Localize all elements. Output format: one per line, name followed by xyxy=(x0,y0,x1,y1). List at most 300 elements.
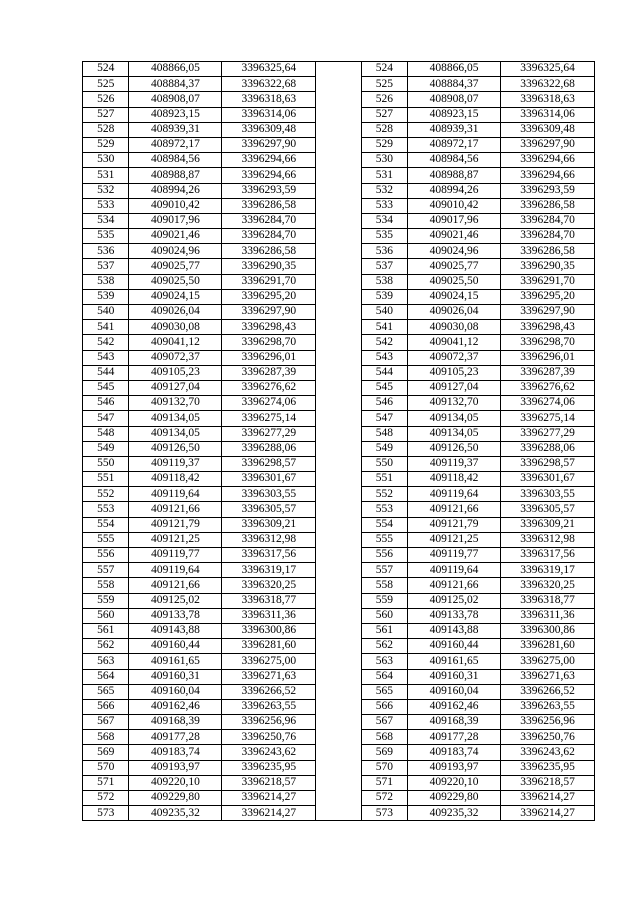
right-y-coordinate-cell: 3396281,60 xyxy=(501,639,595,654)
column-gap xyxy=(316,320,361,335)
left-x-coordinate-cell: 409010,42 xyxy=(129,198,222,213)
right-x-coordinate-cell: 409021,46 xyxy=(408,229,501,244)
left-y-coordinate-cell: 3396288,06 xyxy=(222,441,316,456)
left-x-coordinate-cell: 409119,37 xyxy=(129,456,222,471)
column-gap xyxy=(316,715,361,730)
left-x-coordinate-cell: 408972,17 xyxy=(129,137,222,152)
table-row xyxy=(83,593,595,608)
right-y-coordinate-cell: 3396276,62 xyxy=(501,380,595,395)
left-point-number-cell: 551 xyxy=(83,472,129,487)
right-x-coordinate-cell: 409121,66 xyxy=(408,578,501,593)
left-point-number-cell: 539 xyxy=(83,289,129,304)
left-point-number-cell: 525 xyxy=(83,77,129,92)
left-x-coordinate-cell: 409143,88 xyxy=(129,623,222,638)
right-y-coordinate-cell: 3396305,57 xyxy=(501,502,595,517)
right-point-number-cell: 572 xyxy=(361,791,407,806)
right-x-coordinate-cell: 409134,05 xyxy=(408,426,501,441)
right-x-coordinate-cell: 409105,23 xyxy=(408,365,501,380)
right-x-coordinate-cell: 409041,12 xyxy=(408,335,501,350)
right-point-number-cell: 549 xyxy=(361,441,407,456)
table-row xyxy=(83,198,595,213)
right-y-coordinate-cell: 3396298,43 xyxy=(501,320,595,335)
table-row xyxy=(83,791,595,806)
right-y-coordinate-cell: 3396287,39 xyxy=(501,365,595,380)
table-row xyxy=(83,168,595,183)
left-x-coordinate-cell: 408939,31 xyxy=(129,122,222,137)
left-x-coordinate-cell: 409125,02 xyxy=(129,593,222,608)
right-x-coordinate-cell: 409024,96 xyxy=(408,244,501,259)
column-gap xyxy=(316,305,361,320)
right-point-number-cell: 573 xyxy=(361,806,407,821)
column-gap xyxy=(316,775,361,790)
column-gap xyxy=(316,532,361,547)
right-point-number-cell: 567 xyxy=(361,715,407,730)
left-x-coordinate-cell: 409235,32 xyxy=(129,806,222,821)
left-y-coordinate-cell: 3396286,58 xyxy=(222,244,316,259)
right-x-coordinate-cell: 409072,37 xyxy=(408,350,501,365)
left-point-number-cell: 549 xyxy=(83,441,129,456)
column-gap xyxy=(316,608,361,623)
table-row xyxy=(83,365,595,380)
table-row xyxy=(83,320,595,335)
left-y-coordinate-cell: 3396303,55 xyxy=(222,487,316,502)
column-gap xyxy=(316,760,361,775)
left-point-number-cell: 541 xyxy=(83,320,129,335)
right-point-number-cell: 550 xyxy=(361,456,407,471)
left-y-coordinate-cell: 3396235,95 xyxy=(222,760,316,775)
right-x-coordinate-cell: 409119,64 xyxy=(408,487,501,502)
table-row xyxy=(83,153,595,168)
left-y-coordinate-cell: 3396319,17 xyxy=(222,563,316,578)
left-x-coordinate-cell: 409193,97 xyxy=(129,760,222,775)
column-gap xyxy=(316,684,361,699)
column-gap xyxy=(316,335,361,350)
right-y-coordinate-cell: 3396218,57 xyxy=(501,775,595,790)
right-y-coordinate-cell: 3396275,14 xyxy=(501,411,595,426)
right-y-coordinate-cell: 3396290,35 xyxy=(501,259,595,274)
left-x-coordinate-cell: 409025,77 xyxy=(129,259,222,274)
left-point-number-cell: 553 xyxy=(83,502,129,517)
right-point-number-cell: 558 xyxy=(361,578,407,593)
table-row xyxy=(83,684,595,699)
right-point-number-cell: 527 xyxy=(361,107,407,122)
left-y-coordinate-cell: 3396271,63 xyxy=(222,669,316,684)
right-y-coordinate-cell: 3396303,55 xyxy=(501,487,595,502)
column-gap xyxy=(316,213,361,228)
right-point-number-cell: 540 xyxy=(361,305,407,320)
right-point-number-cell: 525 xyxy=(361,77,407,92)
left-x-coordinate-cell: 409160,31 xyxy=(129,669,222,684)
right-x-coordinate-cell: 408984,56 xyxy=(408,153,501,168)
column-gap xyxy=(316,623,361,638)
left-point-number-cell: 548 xyxy=(83,426,129,441)
left-point-number-cell: 533 xyxy=(83,198,129,213)
right-y-coordinate-cell: 3396309,48 xyxy=(501,122,595,137)
right-y-coordinate-cell: 3396309,21 xyxy=(501,517,595,532)
left-x-coordinate-cell: 409126,50 xyxy=(129,441,222,456)
left-y-coordinate-cell: 3396281,60 xyxy=(222,639,316,654)
right-y-coordinate-cell: 3396294,66 xyxy=(501,168,595,183)
table-row xyxy=(83,213,595,228)
left-y-coordinate-cell: 3396214,27 xyxy=(222,791,316,806)
left-y-coordinate-cell: 3396291,70 xyxy=(222,274,316,289)
left-point-number-cell: 571 xyxy=(83,775,129,790)
right-y-coordinate-cell: 3396235,95 xyxy=(501,760,595,775)
column-gap xyxy=(316,198,361,213)
right-x-coordinate-cell: 409025,77 xyxy=(408,259,501,274)
column-gap xyxy=(316,806,361,821)
right-point-number-cell: 533 xyxy=(361,198,407,213)
right-y-coordinate-cell: 3396291,70 xyxy=(501,274,595,289)
left-point-number-cell: 538 xyxy=(83,274,129,289)
left-y-coordinate-cell: 3396294,66 xyxy=(222,168,316,183)
right-point-number-cell: 530 xyxy=(361,153,407,168)
left-x-coordinate-cell: 409183,74 xyxy=(129,745,222,760)
left-y-coordinate-cell: 3396298,43 xyxy=(222,320,316,335)
right-y-coordinate-cell: 3396266,52 xyxy=(501,684,595,699)
right-y-coordinate-cell: 3396301,67 xyxy=(501,472,595,487)
coordinate-table-body xyxy=(83,62,595,821)
left-x-coordinate-cell: 409121,79 xyxy=(129,517,222,532)
left-x-coordinate-cell: 409030,08 xyxy=(129,320,222,335)
column-gap xyxy=(316,791,361,806)
left-x-coordinate-cell: 408908,07 xyxy=(129,92,222,107)
left-y-coordinate-cell: 3396293,59 xyxy=(222,183,316,198)
right-y-coordinate-cell: 3396322,68 xyxy=(501,77,595,92)
right-x-coordinate-cell: 408908,07 xyxy=(408,92,501,107)
left-x-coordinate-cell: 409162,46 xyxy=(129,699,222,714)
right-point-number-cell: 545 xyxy=(361,380,407,395)
table-row xyxy=(83,487,595,502)
right-point-number-cell: 563 xyxy=(361,654,407,669)
right-y-coordinate-cell: 3396298,57 xyxy=(501,456,595,471)
column-gap xyxy=(316,244,361,259)
column-gap xyxy=(316,654,361,669)
right-point-number-cell: 566 xyxy=(361,699,407,714)
left-point-number-cell: 556 xyxy=(83,548,129,563)
column-gap xyxy=(316,593,361,608)
left-point-number-cell: 536 xyxy=(83,244,129,259)
table-row xyxy=(83,669,595,684)
right-y-coordinate-cell: 3396318,77 xyxy=(501,593,595,608)
right-x-coordinate-cell: 409183,74 xyxy=(408,745,501,760)
left-y-coordinate-cell: 3396322,68 xyxy=(222,77,316,92)
right-point-number-cell: 534 xyxy=(361,213,407,228)
right-y-coordinate-cell: 3396286,58 xyxy=(501,198,595,213)
right-point-number-cell: 547 xyxy=(361,411,407,426)
table-row xyxy=(83,578,595,593)
column-gap xyxy=(316,380,361,395)
left-point-number-cell: 542 xyxy=(83,335,129,350)
left-y-coordinate-cell: 3396276,62 xyxy=(222,380,316,395)
left-point-number-cell: 564 xyxy=(83,669,129,684)
left-x-coordinate-cell: 409134,05 xyxy=(129,426,222,441)
table-row xyxy=(83,107,595,122)
left-x-coordinate-cell: 409160,44 xyxy=(129,639,222,654)
right-point-number-cell: 537 xyxy=(361,259,407,274)
right-point-number-cell: 551 xyxy=(361,472,407,487)
column-gap xyxy=(316,517,361,532)
right-y-coordinate-cell: 3396318,63 xyxy=(501,92,595,107)
right-y-coordinate-cell: 3396295,20 xyxy=(501,289,595,304)
left-x-coordinate-cell: 408884,37 xyxy=(129,77,222,92)
left-x-coordinate-cell: 409220,10 xyxy=(129,775,222,790)
right-x-coordinate-cell: 409119,64 xyxy=(408,563,501,578)
right-y-coordinate-cell: 3396298,70 xyxy=(501,335,595,350)
left-point-number-cell: 565 xyxy=(83,684,129,699)
left-x-coordinate-cell: 409229,80 xyxy=(129,791,222,806)
right-x-coordinate-cell: 409017,96 xyxy=(408,213,501,228)
column-gap xyxy=(316,699,361,714)
right-y-coordinate-cell: 3396293,59 xyxy=(501,183,595,198)
column-gap xyxy=(316,289,361,304)
table-row xyxy=(83,183,595,198)
right-y-coordinate-cell: 3396317,56 xyxy=(501,548,595,563)
column-gap xyxy=(316,62,361,77)
right-y-coordinate-cell: 3396325,64 xyxy=(501,62,595,77)
left-y-coordinate-cell: 3396305,57 xyxy=(222,502,316,517)
left-y-coordinate-cell: 3396295,20 xyxy=(222,289,316,304)
right-point-number-cell: 564 xyxy=(361,669,407,684)
column-gap xyxy=(316,77,361,92)
left-x-coordinate-cell: 409072,37 xyxy=(129,350,222,365)
right-x-coordinate-cell: 409119,77 xyxy=(408,548,501,563)
right-y-coordinate-cell: 3396214,27 xyxy=(501,791,595,806)
table-row xyxy=(83,289,595,304)
right-point-number-cell: 557 xyxy=(361,563,407,578)
table-row xyxy=(83,456,595,471)
right-x-coordinate-cell: 409235,32 xyxy=(408,806,501,821)
left-y-coordinate-cell: 3396214,27 xyxy=(222,806,316,821)
right-x-coordinate-cell: 409160,31 xyxy=(408,669,501,684)
right-point-number-cell: 555 xyxy=(361,532,407,547)
right-x-coordinate-cell: 409161,65 xyxy=(408,654,501,669)
left-point-number-cell: 572 xyxy=(83,791,129,806)
right-y-coordinate-cell: 3396297,90 xyxy=(501,137,595,152)
column-gap xyxy=(316,183,361,198)
right-y-coordinate-cell: 3396294,66 xyxy=(501,153,595,168)
table-row xyxy=(83,335,595,350)
right-x-coordinate-cell: 409132,70 xyxy=(408,396,501,411)
left-point-number-cell: 559 xyxy=(83,593,129,608)
right-point-number-cell: 562 xyxy=(361,639,407,654)
right-point-number-cell: 571 xyxy=(361,775,407,790)
left-point-number-cell: 568 xyxy=(83,730,129,745)
left-x-coordinate-cell: 408923,15 xyxy=(129,107,222,122)
column-gap xyxy=(316,229,361,244)
right-y-coordinate-cell: 3396250,76 xyxy=(501,730,595,745)
right-x-coordinate-cell: 408866,05 xyxy=(408,62,501,77)
right-y-coordinate-cell: 3396319,17 xyxy=(501,563,595,578)
right-y-coordinate-cell: 3396275,00 xyxy=(501,654,595,669)
left-x-coordinate-cell: 409025,50 xyxy=(129,274,222,289)
right-x-coordinate-cell: 409121,66 xyxy=(408,502,501,517)
column-gap xyxy=(316,137,361,152)
left-x-coordinate-cell: 409121,66 xyxy=(129,502,222,517)
right-x-coordinate-cell: 408972,17 xyxy=(408,137,501,152)
column-gap xyxy=(316,639,361,654)
left-y-coordinate-cell: 3396309,48 xyxy=(222,122,316,137)
left-point-number-cell: 558 xyxy=(83,578,129,593)
left-x-coordinate-cell: 409119,64 xyxy=(129,563,222,578)
left-x-coordinate-cell: 409026,04 xyxy=(129,305,222,320)
column-gap xyxy=(316,730,361,745)
right-y-coordinate-cell: 3396243,62 xyxy=(501,745,595,760)
left-y-coordinate-cell: 3396298,70 xyxy=(222,335,316,350)
left-x-coordinate-cell: 409119,64 xyxy=(129,487,222,502)
table-row xyxy=(83,760,595,775)
column-gap xyxy=(316,107,361,122)
left-x-coordinate-cell: 409121,25 xyxy=(129,532,222,547)
table-row xyxy=(83,563,595,578)
right-point-number-cell: 556 xyxy=(361,548,407,563)
left-point-number-cell: 569 xyxy=(83,745,129,760)
table-row xyxy=(83,62,595,77)
left-point-number-cell: 546 xyxy=(83,396,129,411)
table-row xyxy=(83,274,595,289)
right-point-number-cell: 544 xyxy=(361,365,407,380)
right-point-number-cell: 561 xyxy=(361,623,407,638)
left-point-number-cell: 550 xyxy=(83,456,129,471)
right-point-number-cell: 532 xyxy=(361,183,407,198)
right-x-coordinate-cell: 409118,42 xyxy=(408,472,501,487)
left-y-coordinate-cell: 3396263,55 xyxy=(222,699,316,714)
table-row xyxy=(83,137,595,152)
right-point-number-cell: 565 xyxy=(361,684,407,699)
left-point-number-cell: 563 xyxy=(83,654,129,669)
right-point-number-cell: 552 xyxy=(361,487,407,502)
left-point-number-cell: 570 xyxy=(83,760,129,775)
left-y-coordinate-cell: 3396286,58 xyxy=(222,198,316,213)
left-y-coordinate-cell: 3396287,39 xyxy=(222,365,316,380)
right-x-coordinate-cell: 409030,08 xyxy=(408,320,501,335)
column-gap xyxy=(316,578,361,593)
left-y-coordinate-cell: 3396297,90 xyxy=(222,305,316,320)
left-x-coordinate-cell: 409021,46 xyxy=(129,229,222,244)
left-point-number-cell: 527 xyxy=(83,107,129,122)
table-row xyxy=(83,715,595,730)
right-x-coordinate-cell: 409025,50 xyxy=(408,274,501,289)
table-row xyxy=(83,244,595,259)
right-x-coordinate-cell: 408884,37 xyxy=(408,77,501,92)
column-gap xyxy=(316,411,361,426)
left-x-coordinate-cell: 409105,23 xyxy=(129,365,222,380)
table-row xyxy=(83,730,595,745)
right-y-coordinate-cell: 3396256,96 xyxy=(501,715,595,730)
right-x-coordinate-cell: 409160,44 xyxy=(408,639,501,654)
table-row xyxy=(83,775,595,790)
table-row xyxy=(83,92,595,107)
left-point-number-cell: 543 xyxy=(83,350,129,365)
right-x-coordinate-cell: 409160,04 xyxy=(408,684,501,699)
left-x-coordinate-cell: 409161,65 xyxy=(129,654,222,669)
column-gap xyxy=(316,745,361,760)
right-point-number-cell: 539 xyxy=(361,289,407,304)
left-y-coordinate-cell: 3396318,77 xyxy=(222,593,316,608)
table-row xyxy=(83,305,595,320)
right-x-coordinate-cell: 409024,15 xyxy=(408,289,501,304)
left-y-coordinate-cell: 3396275,14 xyxy=(222,411,316,426)
right-x-coordinate-cell: 408994,26 xyxy=(408,183,501,198)
right-y-coordinate-cell: 3396274,06 xyxy=(501,396,595,411)
left-y-coordinate-cell: 3396275,00 xyxy=(222,654,316,669)
left-x-coordinate-cell: 408984,56 xyxy=(129,153,222,168)
column-gap xyxy=(316,153,361,168)
right-point-number-cell: 570 xyxy=(361,760,407,775)
left-point-number-cell: 524 xyxy=(83,62,129,77)
left-y-coordinate-cell: 3396314,06 xyxy=(222,107,316,122)
left-y-coordinate-cell: 3396312,98 xyxy=(222,532,316,547)
left-x-coordinate-cell: 409133,78 xyxy=(129,608,222,623)
column-gap xyxy=(316,350,361,365)
left-y-coordinate-cell: 3396284,70 xyxy=(222,213,316,228)
table-row xyxy=(83,745,595,760)
left-point-number-cell: 529 xyxy=(83,137,129,152)
table-row xyxy=(83,608,595,623)
left-point-number-cell: 531 xyxy=(83,168,129,183)
right-x-coordinate-cell: 409162,46 xyxy=(408,699,501,714)
right-x-coordinate-cell: 409121,79 xyxy=(408,517,501,532)
right-point-number-cell: 542 xyxy=(361,335,407,350)
right-x-coordinate-cell: 409229,80 xyxy=(408,791,501,806)
left-point-number-cell: 566 xyxy=(83,699,129,714)
left-point-number-cell: 555 xyxy=(83,532,129,547)
column-gap xyxy=(316,365,361,380)
right-y-coordinate-cell: 3396311,36 xyxy=(501,608,595,623)
table-row xyxy=(83,699,595,714)
right-point-number-cell: 529 xyxy=(361,137,407,152)
right-y-coordinate-cell: 3396314,06 xyxy=(501,107,595,122)
right-y-coordinate-cell: 3396284,70 xyxy=(501,213,595,228)
right-point-number-cell: 524 xyxy=(361,62,407,77)
right-x-coordinate-cell: 409177,28 xyxy=(408,730,501,745)
left-y-coordinate-cell: 3396298,57 xyxy=(222,456,316,471)
left-y-coordinate-cell: 3396318,63 xyxy=(222,92,316,107)
left-point-number-cell: 540 xyxy=(83,305,129,320)
table-row xyxy=(83,229,595,244)
left-y-coordinate-cell: 3396296,01 xyxy=(222,350,316,365)
column-gap xyxy=(316,168,361,183)
table-row xyxy=(83,639,595,654)
column-gap xyxy=(316,502,361,517)
right-point-number-cell: 528 xyxy=(361,122,407,137)
right-y-coordinate-cell: 3396312,98 xyxy=(501,532,595,547)
column-gap xyxy=(316,396,361,411)
column-gap xyxy=(316,441,361,456)
left-y-coordinate-cell: 3396311,36 xyxy=(222,608,316,623)
left-y-coordinate-cell: 3396317,56 xyxy=(222,548,316,563)
table-row xyxy=(83,532,595,547)
left-point-number-cell: 537 xyxy=(83,259,129,274)
right-x-coordinate-cell: 408923,15 xyxy=(408,107,501,122)
right-y-coordinate-cell: 3396286,58 xyxy=(501,244,595,259)
left-x-coordinate-cell: 408994,26 xyxy=(129,183,222,198)
column-gap xyxy=(316,669,361,684)
right-y-coordinate-cell: 3396297,90 xyxy=(501,305,595,320)
right-point-number-cell: 546 xyxy=(361,396,407,411)
left-point-number-cell: 532 xyxy=(83,183,129,198)
right-point-number-cell: 554 xyxy=(361,517,407,532)
right-x-coordinate-cell: 409133,78 xyxy=(408,608,501,623)
right-x-coordinate-cell: 409193,97 xyxy=(408,760,501,775)
left-x-coordinate-cell: 409127,04 xyxy=(129,380,222,395)
left-point-number-cell: 544 xyxy=(83,365,129,380)
column-gap xyxy=(316,259,361,274)
right-point-number-cell: 531 xyxy=(361,168,407,183)
table-row xyxy=(83,502,595,517)
left-y-coordinate-cell: 3396325,64 xyxy=(222,62,316,77)
left-point-number-cell: 554 xyxy=(83,517,129,532)
